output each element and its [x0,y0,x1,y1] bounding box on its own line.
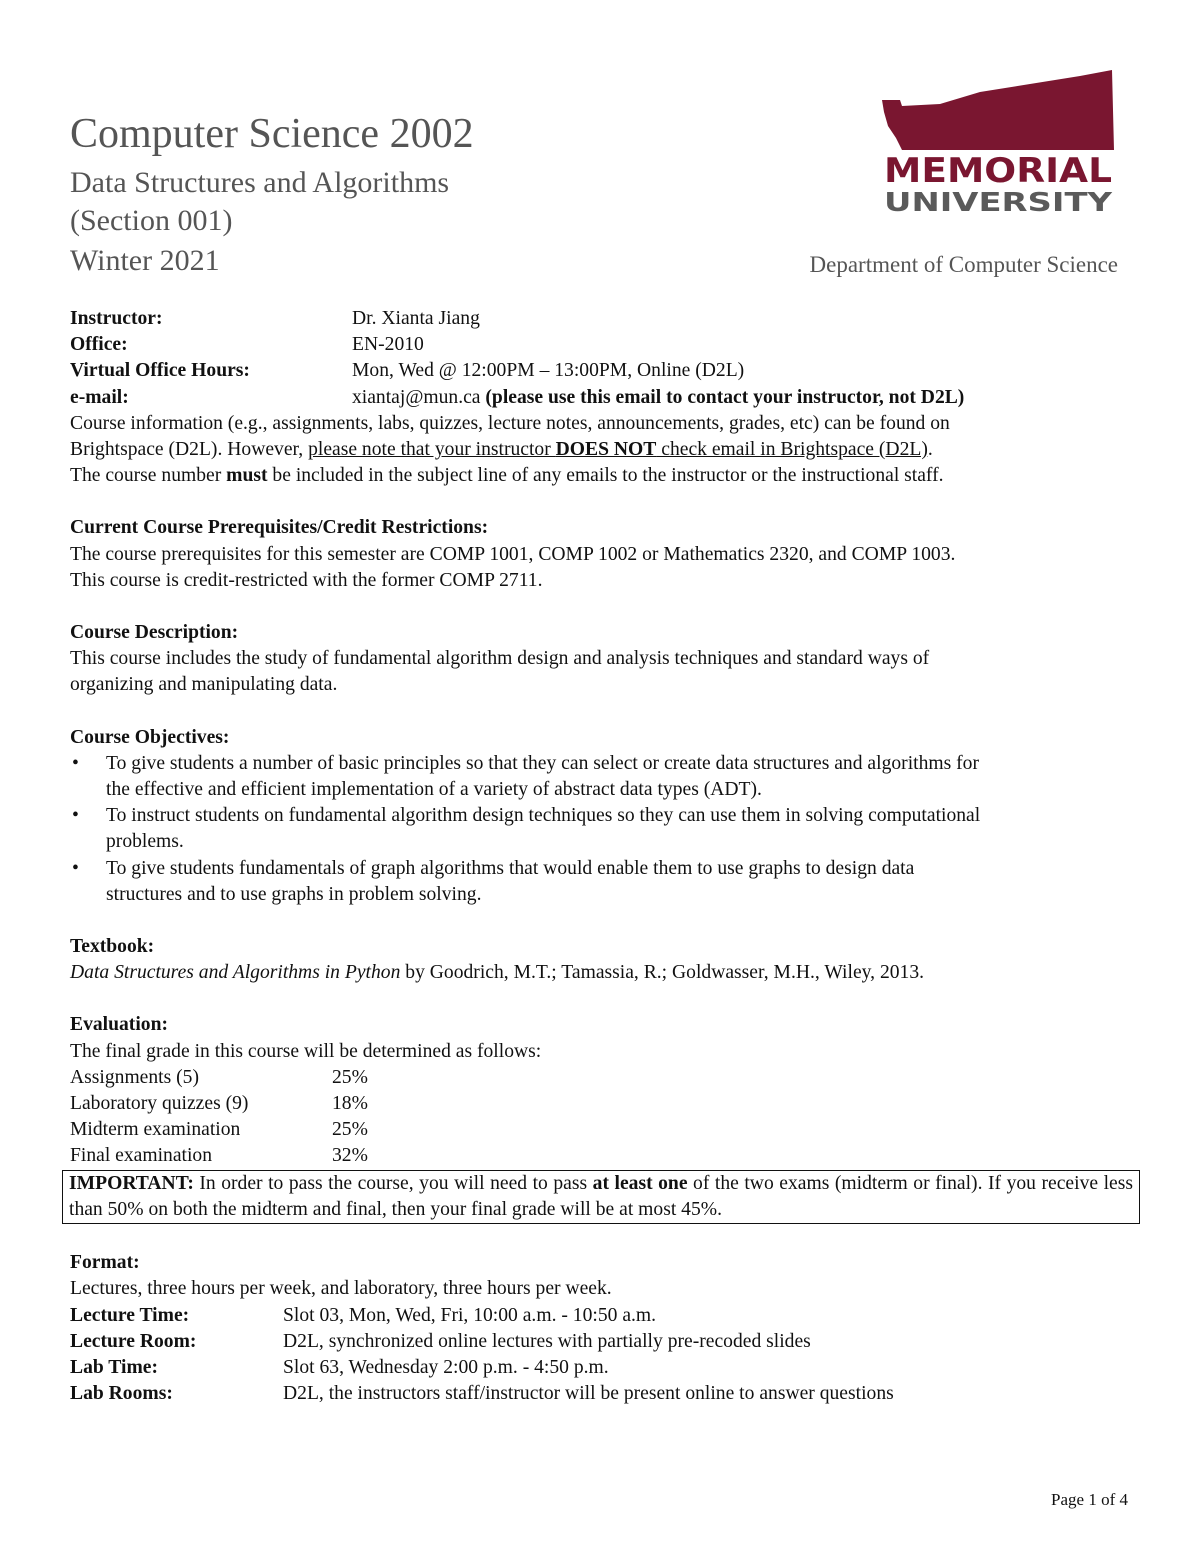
description-line-2: organizing and manipulating data. [70,674,338,696]
prereq-heading: Current Course Prerequisites/Credit Restrictions: [70,517,489,539]
important-notice-box: IMPORTANT: In order to pass the course, you will need to pass at least one of the two exams (midterm or final). If you receive less than 50% on both the midterm and final, then your final grade will be at most 45%. [62,1170,1140,1224]
bullet-icon: • [72,857,79,879]
office-value: EN-2010 [352,334,424,356]
email-label: e-mail: [70,386,129,408]
email-address[interactable]: xiantaj@mun.ca [352,386,481,408]
office-hours-label: Virtual Office Hours: [70,360,250,382]
objectives-heading: Course Objectives: [70,726,230,748]
prereq-line-2: This course is credit-restricted with the former COMP 2711. [70,569,543,591]
description-line-1: This course includes the study of fundamental algorithm design and analysis techniques and standard ways of [70,648,930,670]
office-label: Office: [70,334,128,356]
lecture-room-row: Lecture Room: D2L, synchronized online lectures with partially pre-recoded slides [70,1330,811,1352]
evaluation-row: Assignments (5) 25% [70,1066,368,1088]
course-section: (Section 001) [70,204,233,237]
evaluation-table [70,1065,1132,1170]
lab-rooms-row: Lab Rooms: D2L, the instructors staff/instructor will be present online to answer questions [70,1383,894,1405]
course-info-line-3: The course number must be included in the subject line of any emails to the instructor or the instructional staff. [70,465,944,487]
email-note: (please use this email to contact your instructor, not D2L) [485,386,965,408]
textbook-title: Data Structures and Algorithms in Python [70,962,401,984]
instructor-value: Dr. Xianta Jiang [352,308,480,329]
office-hours-row [70,358,1132,384]
bullet-icon: • [72,752,79,774]
course-subtitle: Data Structures and Algorithms [70,166,450,199]
course-info-line-1: Course information (e.g., assignments, labs, quizzes, lecture notes, announcements, grades, etc) can be found on [70,412,950,434]
office-row [70,332,1132,358]
d2l-email-warning: please note that your instructor DOES NOT check email in Brightspace (D2L) [308,439,928,461]
email-row [70,385,1132,411]
course-term: Winter 2021 [70,244,220,277]
department-name: Department of Computer Science [809,252,1118,277]
logo-flag-shape [882,70,1114,150]
textbook-heading: Textbook: [70,936,155,958]
textbook-citation: Data Structures and Algorithms in Python by Goodrich, M.T.; Tamassia, R.; Goldwasser, M.H., Wiley, 2013. [70,962,925,984]
office-hours-value: Mon, Wed @ 12:00PM – 13:00PM, Online (D2L) [352,360,745,382]
lecture-time-row: Lecture Time: Slot 03, Mon, Wed, Fri, 10:00 a.m. - 10:50 a.m. [70,1304,657,1326]
logo-university-text: UNIVERSITY [884,188,1114,215]
objective-item: • To give students fundamentals of graph algorithms that would enable them to use graphs to design data structures and to use graphs in problem solving. [72,857,915,905]
course-info-line-2: Brightspace (D2L). However, please note that your instructor DOES NOT check email in Brightspace (D2L). [70,439,933,461]
format-heading: Format: [70,1252,140,1274]
objective-item: • To give students a number of basic principles so that they can select or create data structures and algorithms for the effective and efficient implementation of a variety of abstract data types (ADT). [72,752,979,801]
evaluation-row: Laboratory quizzes (9) 18% [70,1093,368,1115]
bullet-icon: • [72,805,79,827]
objectives-list [70,751,1132,908]
logo-memorial-text: MEMORIAL [884,151,1112,191]
instructor-label: Instructor: [70,308,163,329]
evaluation-row: Final examination 32% [70,1145,368,1167]
evaluation-row: Midterm examination 25% [70,1119,368,1141]
course-title: Computer Science 2002 [70,111,474,157]
lab-time-row: Lab Time: Slot 63, Wednesday 2:00 p.m. - 4:50 p.m. [70,1356,609,1378]
evaluation-intro: The final grade in this course will be determined as follows: [70,1040,542,1062]
objective-item: • To instruct students on fundamental algorithm design techniques so they can use them in solving computational problems. [72,805,981,853]
syllabus-page [70,0,1132,1553]
format-intro: Lectures, three hours per week, and laboratory, three hours per week. [70,1278,612,1300]
prereq-line-1: The course prerequisites for this semester are COMP 1001, COMP 1002 or Mathematics 2320, and COMP 1003. [70,543,956,565]
memorial-university-logo [880,70,1120,215]
syllabus-body [70,306,1132,1407]
description-heading: Course Description: [70,622,239,644]
page-number: Page 1 of 4 [1051,1490,1128,1509]
evaluation-heading: Evaluation: [70,1014,168,1036]
instructor-row [70,306,1132,332]
